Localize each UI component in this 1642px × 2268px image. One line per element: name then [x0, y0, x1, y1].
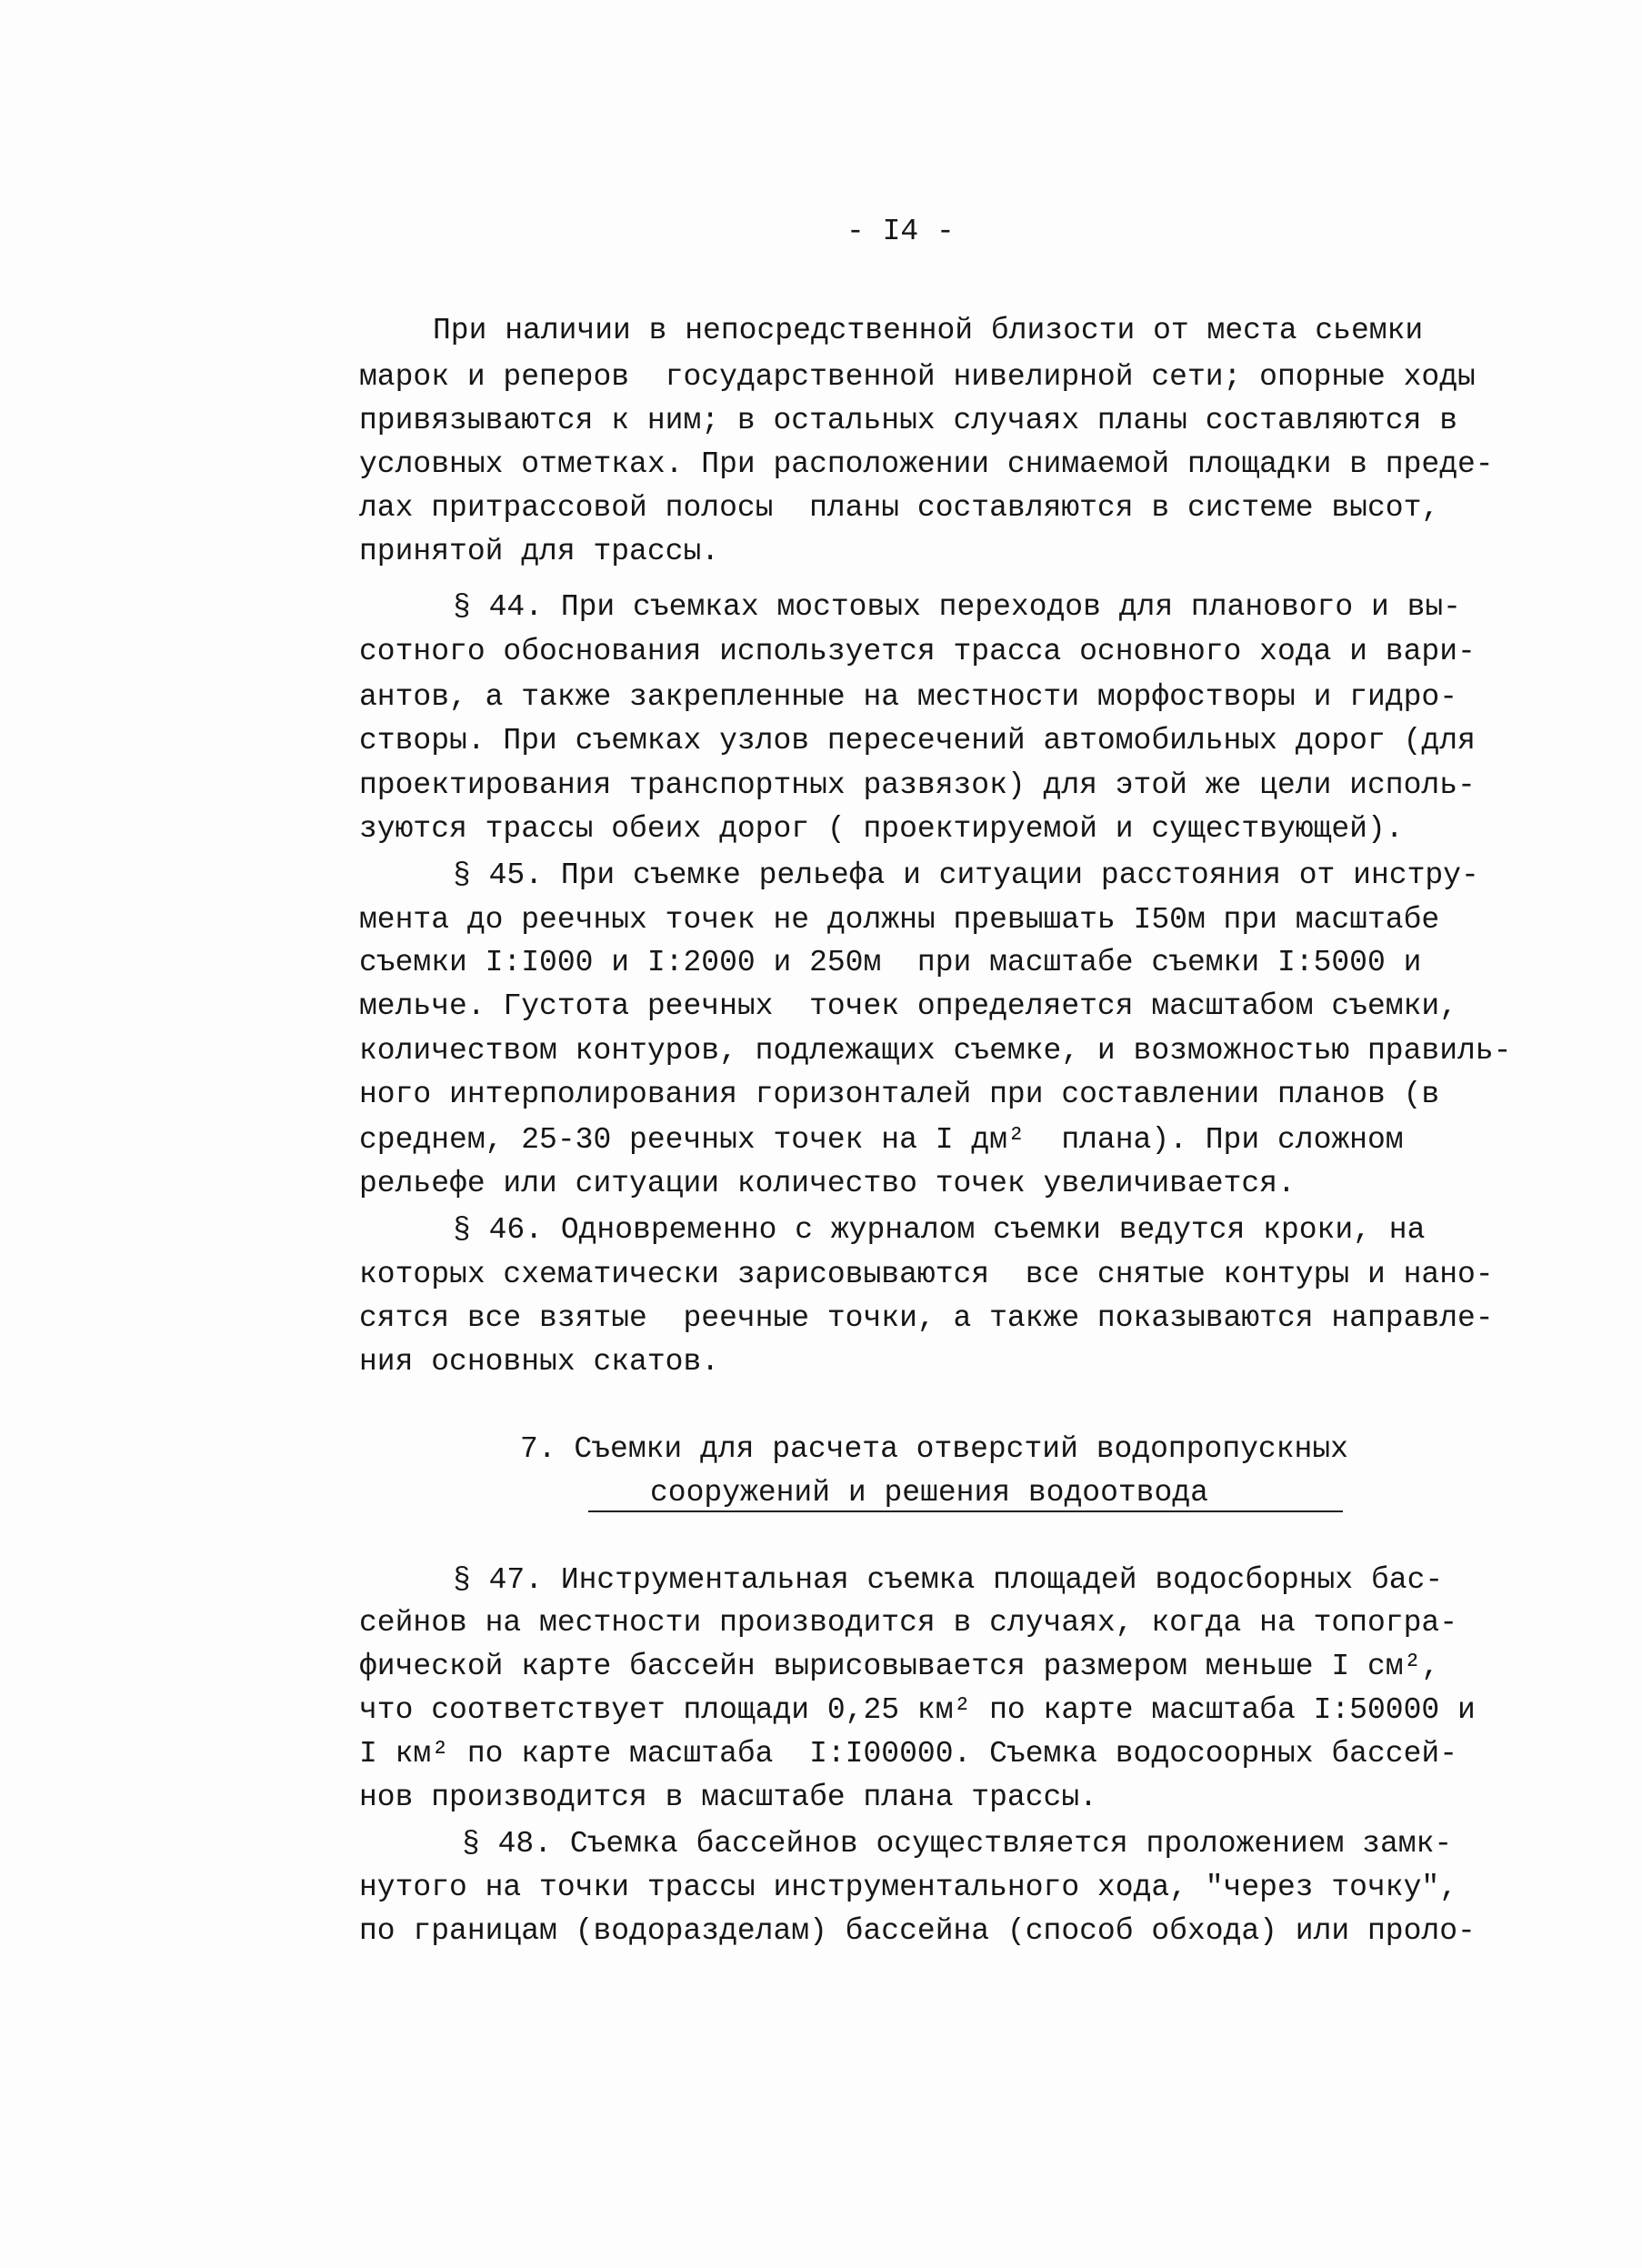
text-line: сятся все взятые реечные точки, а также показываются направле- — [359, 1301, 1494, 1335]
text-line: принятой для трассы. — [359, 535, 720, 568]
text-line: При наличии в непосредственной близости от места сьемки — [433, 314, 1424, 347]
text-line: § 44. При съемках мостовых переходов для планового и вы- — [453, 590, 1461, 624]
text-line: фической карте бассейн вырисовывается размером меньше I см², — [359, 1650, 1440, 1683]
text-line: мельче. Густота реечных точек определяется масштабом съемки, — [359, 989, 1457, 1023]
text-line: что соответствует площади 0,25 км² по карте масштаба I:50000 и — [359, 1693, 1476, 1727]
text-line: по границам (водоразделам) бассейна (способ обхода) или проло- — [359, 1914, 1476, 1948]
text-line: нов производится в масштабе плана трассы. — [359, 1781, 1097, 1814]
text-line: § 45. При съемке рельефа и ситуации расстояния от инстру- — [453, 858, 1479, 892]
text-line: среднем, 25-30 реечных точек на I дм² плана). При сложном — [359, 1123, 1404, 1157]
text-line: рельефе или ситуации количество точек увеличивается. — [359, 1167, 1296, 1200]
text-line: сотного обоснования используется трасса основного хода и вари- — [359, 635, 1476, 668]
text-line: сейнов на местности производится в случаях, когда на топогра- — [359, 1606, 1457, 1640]
text-line: § 48. Съемка бассейнов осуществляется проложением замк- — [462, 1827, 1453, 1861]
page-number: - I4 - — [846, 215, 955, 248]
text-line: проектирования транспортных развязок) для этой же цели исполь- — [359, 768, 1476, 802]
text-line: антов, а также закрепленные на местности морфостворы и гидро- — [359, 680, 1457, 714]
text-line: створы. При съемках узлов пересечений автомобильных дорог (для — [359, 724, 1476, 758]
text-line: мента до реечных точек не должны превышать I50м при масштабе — [359, 903, 1440, 937]
text-line: I км² по карте масштаба I:I00000. Съемка водосоорных бассей- — [359, 1737, 1457, 1771]
text-line: ного интерполирования горизонталей при составлении планов (в — [359, 1078, 1440, 1111]
text-line: § 46. Одновременно с журналом съемки ведутся кроки, на — [453, 1213, 1426, 1247]
text-line: нутого на точки трассы инструментального хода, "через точку", — [359, 1871, 1457, 1904]
text-line: лах притрассовой полосы планы составляются в системе высот, — [359, 491, 1440, 525]
heading-underline — [588, 1510, 1343, 1512]
text-line: которых схематически зарисовываются все снятые контуры и нано- — [359, 1258, 1494, 1291]
section-heading-line: сооружений и решения водоотвода — [650, 1476, 1208, 1510]
text-line: количеством контуров, подлежащих съемке, и возможностью правиль- — [359, 1034, 1512, 1068]
text-line: ния основных скатов. — [359, 1345, 720, 1379]
text-line: зуются трассы обеих дорог ( проектируемой и существующей). — [359, 812, 1404, 846]
section-heading-line: 7. Съемки для расчета отверстий водопропускных — [520, 1432, 1348, 1466]
text-line: съемки I:I000 и I:2000 и 250м при масштабе съемки I:5000 и — [359, 946, 1422, 979]
text-line: § 47. Инструментальная съемка площадей водосборных бас- — [453, 1563, 1444, 1597]
text-line: условных отметках. При расположении снимаемой площадки в преде- — [359, 447, 1494, 481]
text-line: марок и реперов государственной нивелирной сети; опорные ходы — [359, 360, 1476, 394]
text-line: привязываются к ним; в остальных случаях планы составляются в — [359, 404, 1457, 437]
